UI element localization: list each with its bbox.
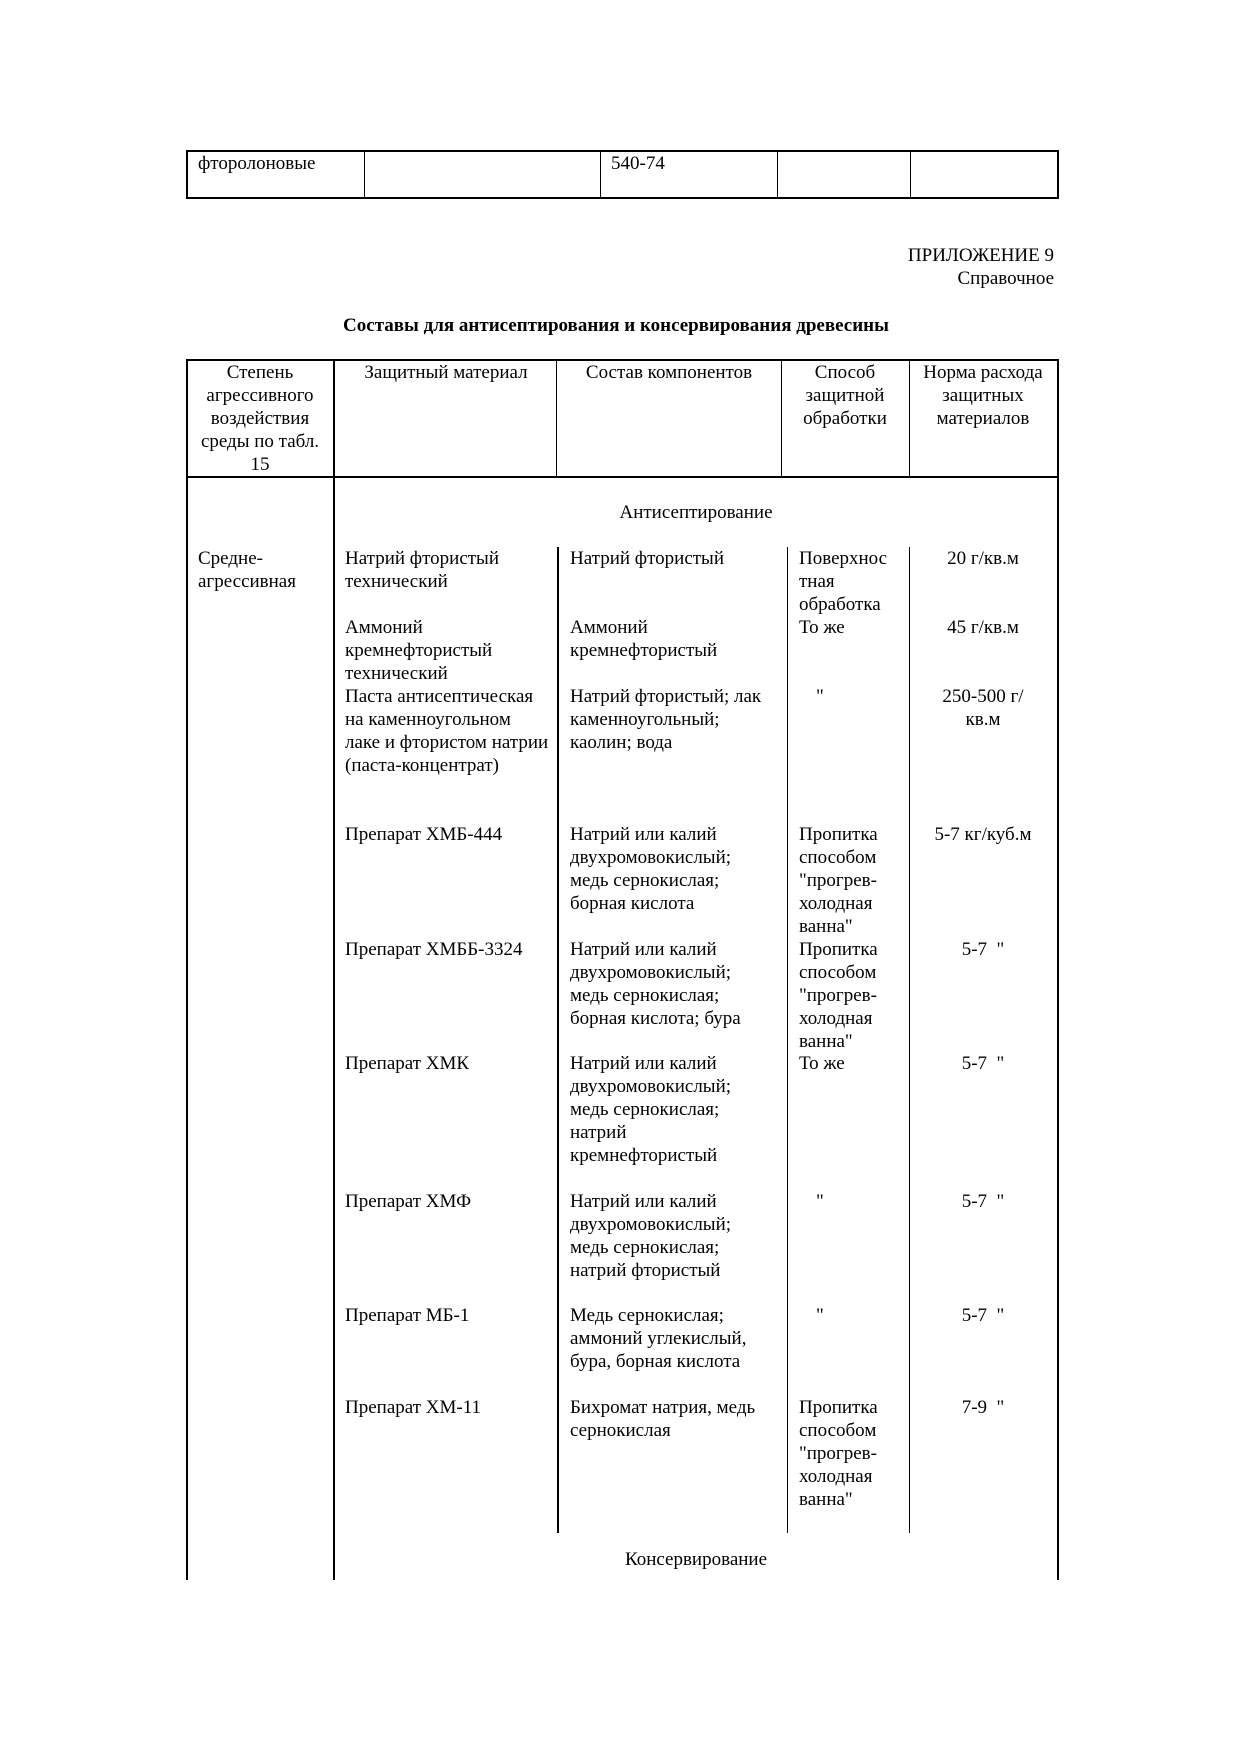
row-material: Препарат ХМФ — [345, 1191, 472, 1212]
row-norm: 5-7 " — [961, 1053, 1005, 1074]
header-composition: Состав компонентов — [585, 362, 753, 383]
appendix-title: ПРИЛОЖЕНИЕ 9 — [907, 245, 1054, 266]
row-composition: Натрий или калий двухромовокислый; медь сернокислая; борная кислота — [570, 824, 732, 914]
row-composition: Натрий или калий двухромовокислый; медь сернокислая; борная кислота; бура — [570, 939, 741, 1029]
row-norm: 20 г/кв.м — [947, 548, 1019, 569]
row-composition: Бихромат натрия, медь сернокислая — [570, 1397, 756, 1441]
row-material: Препарат ХМ-11 — [345, 1397, 481, 1418]
top-table-cell: фторолоновые — [198, 153, 316, 174]
table-title: Составы для антисептирования и консервирования древесины — [343, 315, 889, 336]
row-norm: 250-500 г/кв.м — [942, 686, 1024, 730]
row-norm: 7-9 " — [961, 1397, 1005, 1418]
header-method: Способ защитной обработки — [803, 362, 887, 429]
degree-cell: Средне-агрессивная — [198, 548, 296, 592]
row-norm: 5-7 " — [961, 939, 1005, 960]
appendix-subtitle: Справочное — [957, 268, 1054, 289]
section-conservation: Консервирование — [624, 1549, 768, 1570]
header-material: Защитный материал — [364, 362, 528, 383]
row-method: Поверхнос тная обработка — [799, 548, 888, 615]
row-composition: Аммоний кремнефтористый — [570, 617, 718, 661]
row-material: Препарат ХМК — [345, 1053, 470, 1074]
row-norm: 5-7 кг/куб.м — [934, 824, 1032, 845]
row-material: Аммоний кремнефтористый технический — [345, 617, 493, 684]
row-composition: Натрий фтористый — [570, 548, 724, 569]
row-material: Препарат ХМБ-444 — [345, 824, 503, 845]
row-composition: Медь сернокислая; аммоний углекислый, бура, борная кислота — [570, 1305, 747, 1372]
top-table-cell: 540-74 — [611, 153, 665, 174]
row-composition: Натрий или калий двухромовокислый; медь сернокислая; натрий кремнефтористый — [570, 1053, 732, 1166]
row-material: Препарат ХМББ-3324 — [345, 939, 523, 960]
row-method: То же — [799, 1053, 845, 1074]
row-norm: 5-7 " — [961, 1191, 1005, 1212]
row-method: Пропитка способом "прогрев-холодная ванна" — [799, 824, 878, 937]
header-norm: Норма расхода защитных материалов — [923, 362, 1043, 429]
row-material: Паста антисептическая на каменноугольном лаке и фтористом натрии (паста-концентрат) — [345, 686, 549, 776]
row-material: Натрий фтористый технический — [345, 548, 499, 592]
row-method: " — [816, 1191, 824, 1212]
row-norm: 5-7 " — [961, 1305, 1005, 1326]
row-method: То же — [799, 617, 845, 638]
row-method: " — [816, 1305, 824, 1326]
row-norm: 45 г/кв.м — [947, 617, 1019, 638]
section-antiseptic: Антисептирование — [619, 502, 773, 523]
row-composition: Натрий фтористый; лак каменноугольный; каолин; вода — [570, 686, 762, 753]
row-method: Пропитка способом "прогрев-холодная ванна" — [799, 939, 878, 1052]
row-method: " — [816, 686, 824, 707]
header-degree: Степень агрессивного воздействия среды по табл. 15 — [200, 362, 320, 475]
row-material: Препарат МБ-1 — [345, 1305, 470, 1326]
row-composition: Натрий или калий двухромовокислый; медь сернокислая; натрий фтористый — [570, 1191, 732, 1281]
row-method: Пропитка способом "прогрев-холодная ванна" — [799, 1397, 878, 1510]
